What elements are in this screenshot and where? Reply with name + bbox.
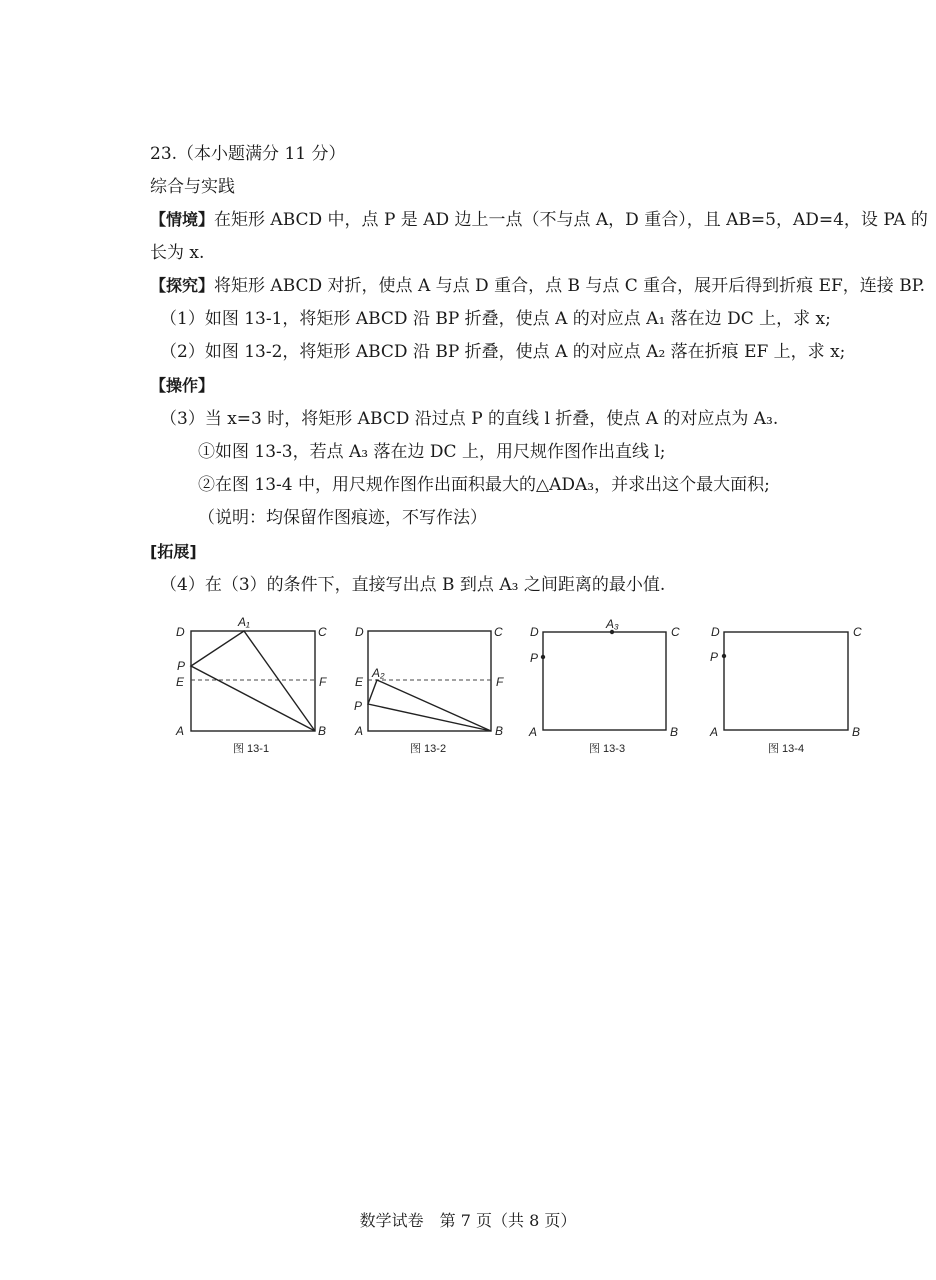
rectangle <box>724 632 848 730</box>
caption: 图 13-1 <box>233 743 270 755</box>
figure-13-2 <box>354 625 504 755</box>
label-D: D <box>711 625 720 639</box>
figure-13-3 <box>528 617 680 755</box>
label-A3: A₃ <box>606 617 619 631</box>
label-F: F <box>496 675 504 689</box>
caption: 图 13-3 <box>589 743 626 755</box>
question-3-1: ①如图 13-3，若点 A₃ 落在边 DC 上，用尺规作图作出直线 l; <box>198 442 666 462</box>
folded-triangle <box>191 631 315 731</box>
label-A: A <box>529 725 538 739</box>
label-C: C <box>318 625 327 639</box>
question-3-note: （说明：均保留作图痕迹，不写作法） <box>198 508 487 528</box>
label-E: E <box>355 675 364 689</box>
question-4: （4）在（3）的条件下，直接写出点 B 到点 A₃ 之间距离的最小值. <box>160 575 666 595</box>
rectangle <box>368 631 491 731</box>
question-3: （3）当 x=3 时，将矩形 ABCD 沿过点 P 的直线 l 折叠，使点 A 的对应点为 A₃. <box>160 409 779 429</box>
rectangle <box>191 631 315 731</box>
extension-tag: [拓展] <box>150 542 197 561</box>
figure-13-4 <box>709 625 862 755</box>
situation-text-cont: 长为 x. <box>150 243 205 263</box>
label-C: C <box>671 625 680 639</box>
label-A1: A₁ <box>238 615 250 629</box>
rectangle <box>543 632 666 730</box>
explore-text: 将矩形 ABCD 对折，使点 A 与点 D 重合，点 B 与点 C 重合，展开后得到折痕 EF，连接 BP. <box>214 276 926 296</box>
point-P <box>722 654 726 658</box>
topic-title: 综合与实践 <box>150 177 235 197</box>
label-P: P <box>710 650 719 664</box>
problem-header: 23.（本小题满分 11 分） <box>150 144 346 164</box>
page-footer: 数学试卷 第 7 页（共 8 页） <box>359 1211 577 1230</box>
point-P <box>541 655 545 659</box>
label-A: A <box>710 725 719 739</box>
situation-text: 在矩形 ABCD 中，点 P 是 AD 边上一点（不与点 A，D 重合），且 AB=5，AD=4，设 PA 的 <box>214 210 928 230</box>
label-D: D <box>530 625 539 639</box>
explore-tag: 【探究】 <box>150 276 215 295</box>
label-B: B <box>318 724 327 738</box>
label-C: C <box>494 625 503 639</box>
label-B: B <box>495 724 504 738</box>
label-B: B <box>852 725 861 739</box>
question-2: （2）如图 13-2，将矩形 ABCD 沿 BP 折叠，使点 A 的对应点 A₂ 落在折痕 EF 上，求 x; <box>160 342 846 362</box>
question-1: （1）如图 13-1，将矩形 ABCD 沿 BP 折叠，使点 A 的对应点 A₁ 落在边 DC 上，求 x; <box>160 309 831 329</box>
label-B: B <box>670 725 679 739</box>
label-P: P <box>354 699 363 713</box>
label-P: P <box>177 659 186 673</box>
label-D: D <box>355 625 364 639</box>
label-C: C <box>853 625 862 639</box>
label-A: A <box>176 724 185 738</box>
caption: 图 13-2 <box>410 743 447 755</box>
label-D: D <box>176 625 185 639</box>
label-P: P <box>530 651 539 665</box>
label-E: E <box>176 675 185 689</box>
label-A2: A₂ <box>372 666 385 680</box>
situation-tag: 【情境】 <box>150 210 215 229</box>
operation-tag: 【操作】 <box>150 376 215 395</box>
caption: 图 13-4 <box>768 743 805 755</box>
figure-13-1 <box>175 615 327 755</box>
folded-triangle <box>368 680 491 731</box>
label-F: F <box>319 675 327 689</box>
question-3-2: ②在图 13-4 中，用尺规作图作出面积最大的△ADA₃，并求出这个最大面积; <box>198 475 770 495</box>
label-A: A <box>355 724 364 738</box>
